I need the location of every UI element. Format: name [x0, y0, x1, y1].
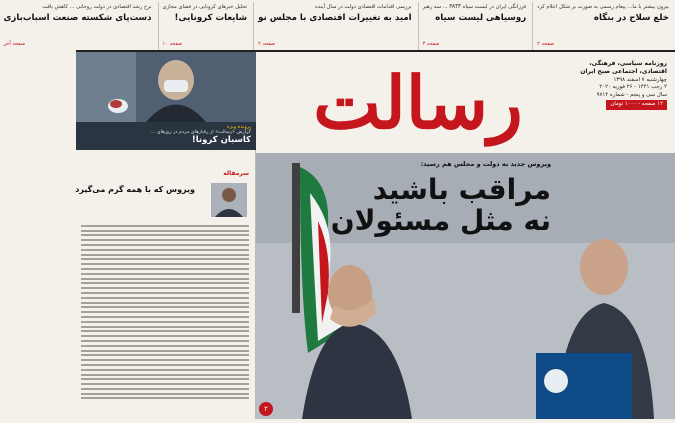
- newspaper-logo[interactable]: [268, 58, 568, 146]
- covid-kicker: پرونده ویژه: [227, 124, 251, 130]
- masthead: [256, 52, 675, 153]
- teaser-kicker: بررسی اقدامات اقتصادی دولت در سال آینده: [315, 4, 412, 10]
- teaser-headline[interactable]: امید به تغییرات اقتصادی با مجلس نو: [258, 13, 412, 24]
- date-line: چهارشنبه ۷ اسفند ۱۳۹۸: [613, 76, 667, 83]
- teaser[interactable]: [418, 2, 531, 50]
- teaser-headline[interactable]: خلع سلاح در بنگاه: [593, 13, 669, 24]
- lead-headline-line: مراقب باشید: [372, 173, 551, 206]
- teaser-page: صفحه ۳: [422, 41, 440, 47]
- covid-photo: [76, 52, 256, 122]
- column-title[interactable]: ویروس که با همه گرم می‌گیرد: [75, 185, 195, 194]
- column-body-text: [81, 222, 249, 412]
- teaser-kicker: تحلیل خبرهای کرونایی در فضای مجازی: [162, 4, 248, 10]
- date-box: [572, 60, 667, 110]
- top-teasers-strip: [3, 0, 675, 50]
- teaser-page: صفحه آخر: [3, 41, 26, 47]
- teaser[interactable]: [158, 2, 252, 50]
- teaser[interactable]: [253, 2, 415, 50]
- column-kicker: سرمقاله: [223, 170, 249, 177]
- covid-sub: گزارش «رسالت» از رفتارهای مردم در روزهای ...: [150, 130, 251, 135]
- price-badge: ۱۲ صفحه - ۱۰۰۰ تومان: [606, 100, 667, 110]
- teaser-page: صفحه ۱۰: [162, 41, 183, 47]
- teaser-headline[interactable]: روسیاهی لیست سیاه: [435, 13, 527, 24]
- teaser-page: صفحه ۲: [258, 41, 276, 47]
- teaser-page: صفحه ۲: [537, 41, 555, 47]
- author-photo: [211, 183, 247, 217]
- lead-headline-line: نه مثل مسئولان: [330, 204, 551, 238]
- date-line: ۲ رجب ۱۴۴۱ - ۲۶ فوریه ۲۰۲۰: [599, 84, 667, 91]
- teaser[interactable]: [0, 2, 156, 50]
- lead-kicker: ویروس جدید به دولت و مجلس هم رسید:: [420, 160, 551, 168]
- page-number-badge: ۲: [259, 402, 273, 416]
- logo-text: رسالت: [313, 60, 523, 145]
- covid-headline[interactable]: کاسبان کرونا!: [191, 135, 251, 145]
- teaser-kicker: نرخ رشد اقتصادی در دولت روحانی ... کاهش یافت: [42, 4, 152, 10]
- covid-feature-box[interactable]: [76, 52, 256, 150]
- teaser-headline[interactable]: دست‌پای شکسته صنعت اسباب‌بازی: [3, 13, 152, 24]
- teaser-kicker: فرزانگی ایران در لیست سیاه FATF ... سه رهبر: [422, 4, 527, 10]
- teaser-kicker: بیرون بیشتر با ما... پیغام رسمی به صورت بر شکل اعلام کرد: [537, 4, 669, 10]
- author-avatar: [211, 183, 247, 217]
- lead-headline[interactable]: [321, 174, 551, 237]
- tagline: روزنامه سیاسی، فرهنگی، اقتصادی، اجتماعی صبح ایران: [580, 60, 667, 76]
- date-line: سال سی و پنجم - شماره ۹۷۱۴: [596, 91, 667, 98]
- covid-title-bar: [76, 122, 256, 150]
- teaser-headline[interactable]: شایعات کرونایی!: [174, 13, 248, 24]
- editorial-column: [76, 150, 256, 419]
- teaser[interactable]: [532, 2, 673, 50]
